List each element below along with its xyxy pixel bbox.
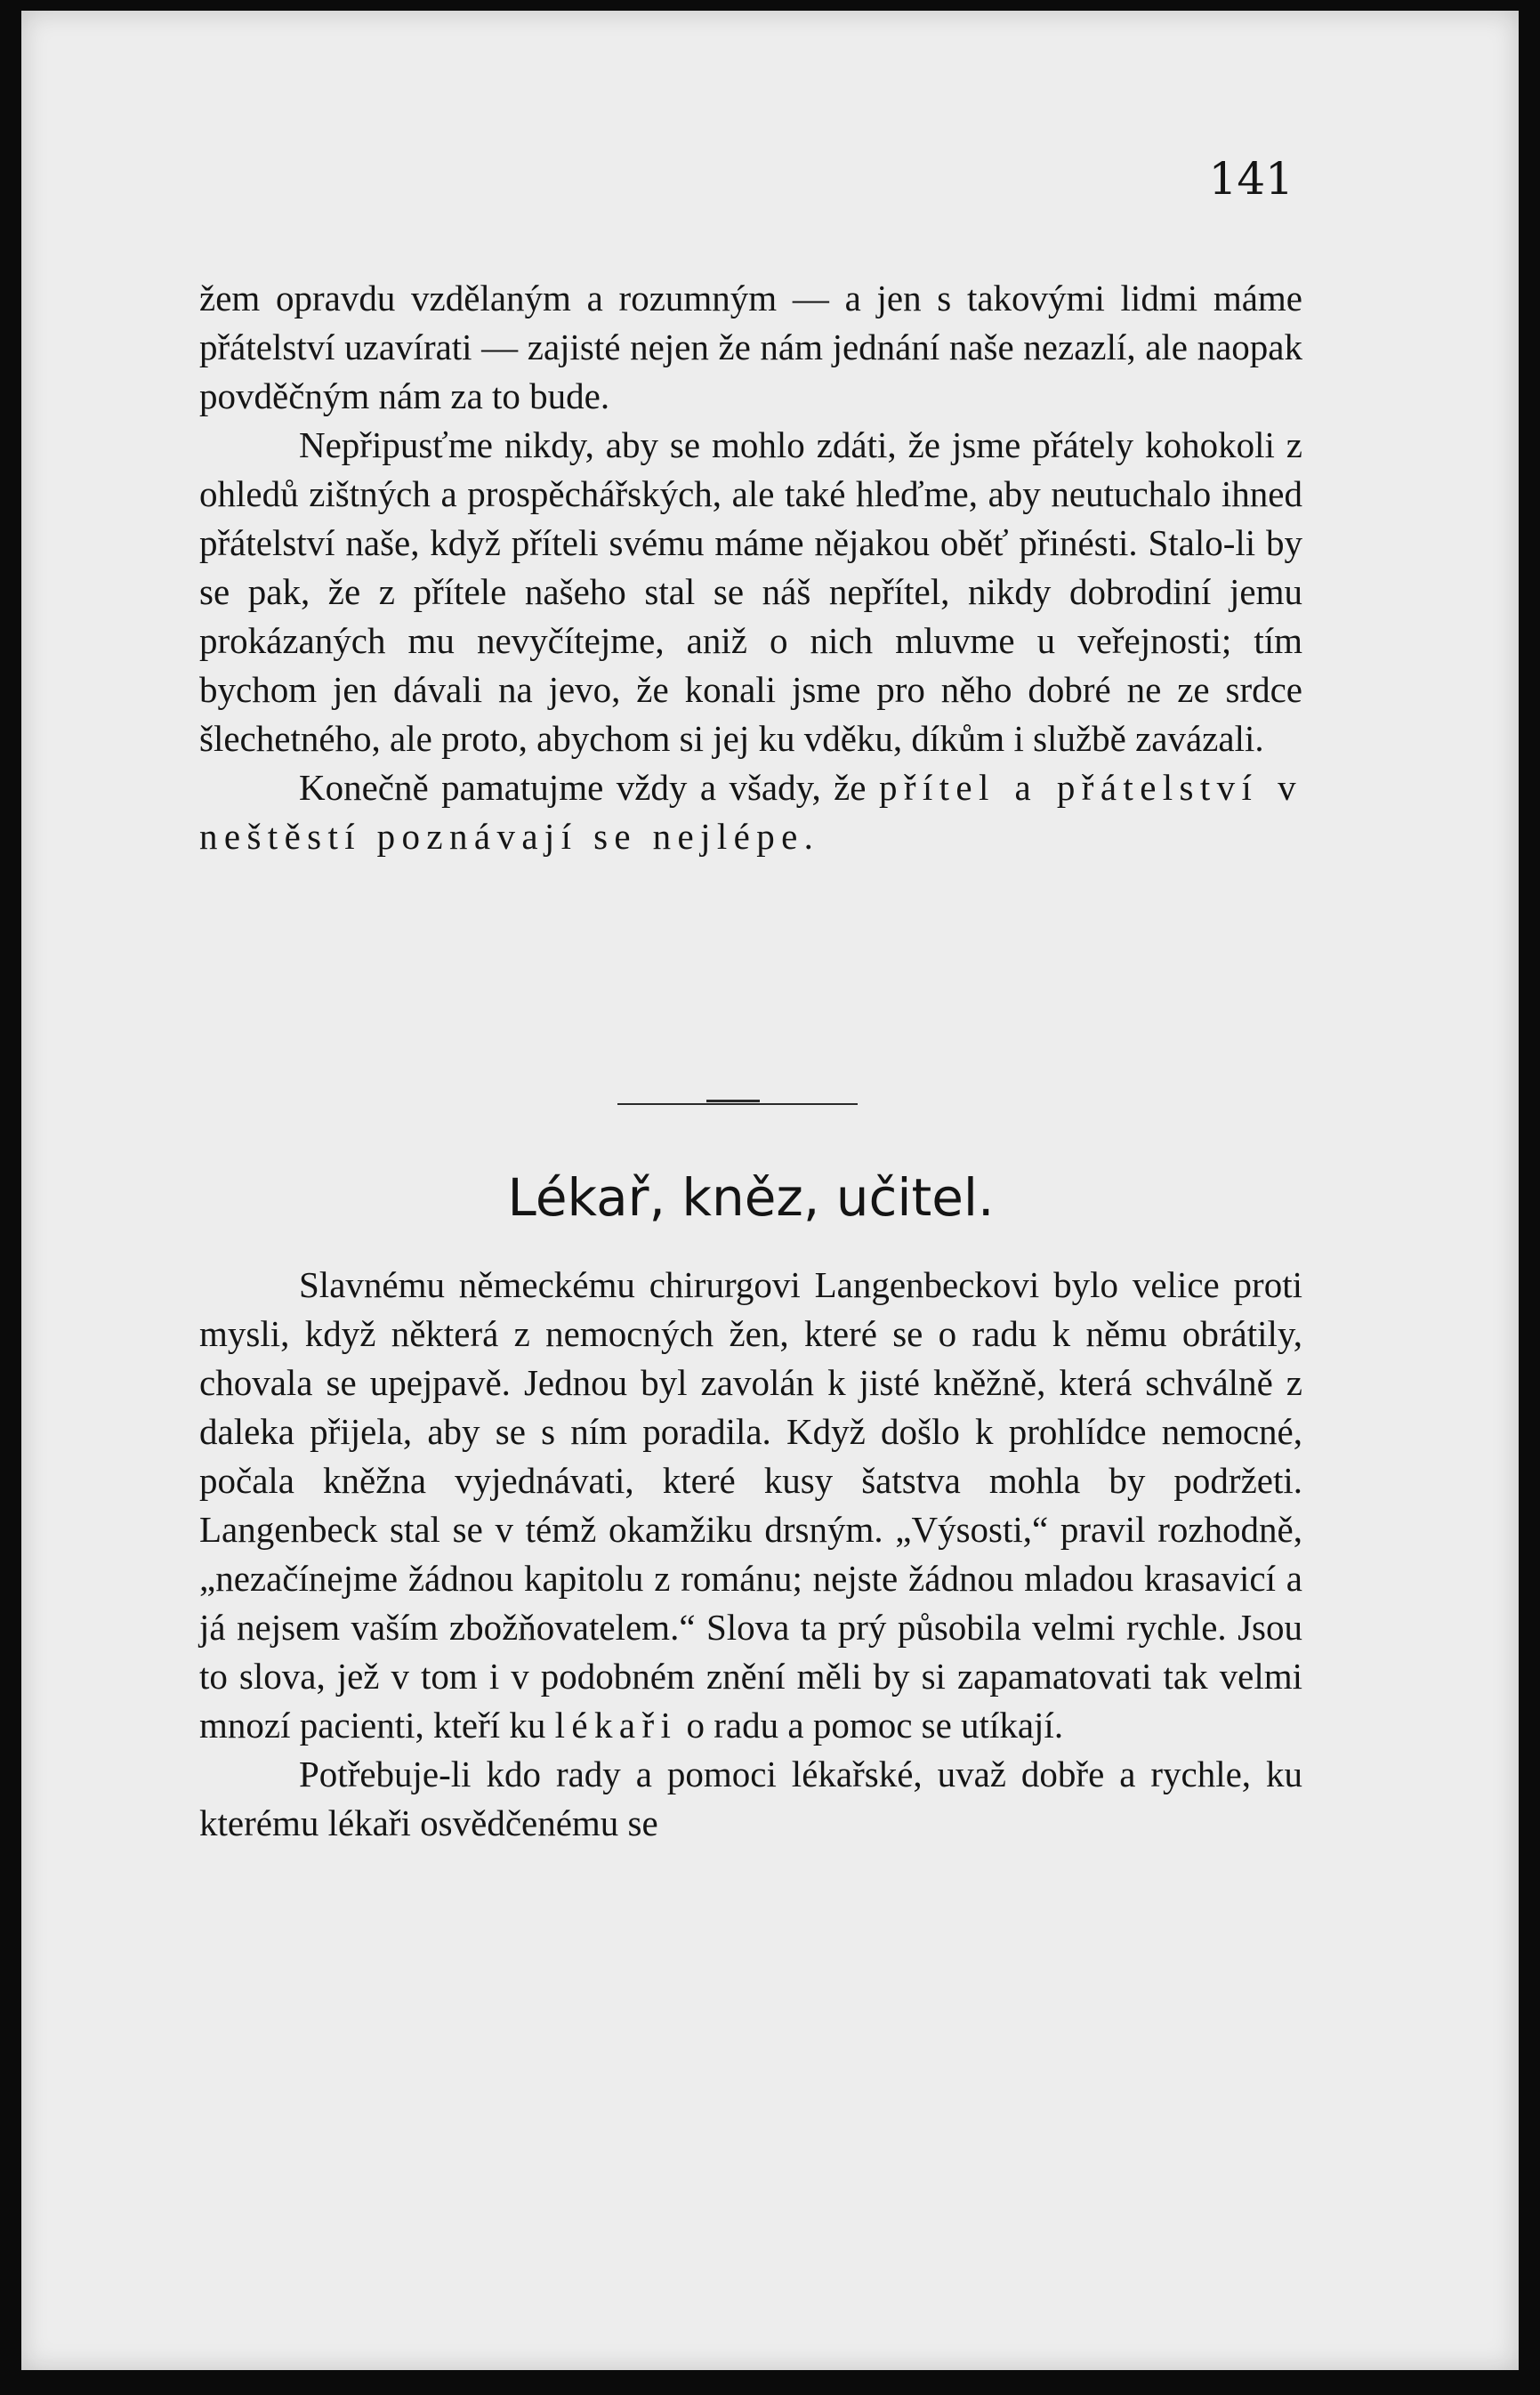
langenbeck-text-end: o radu a pomoc se utíkají.	[677, 1705, 1064, 1746]
text-block-section	[199, 1261, 1302, 1848]
section-divider	[617, 1103, 858, 1105]
text-block-top	[199, 274, 1302, 861]
paragraph-langenbeck	[199, 1261, 1302, 1750]
section-title: Lékař, kněz, učitel.	[507, 1167, 995, 1228]
paragraph-friendship-conclusion	[199, 763, 1302, 861]
book-page	[21, 11, 1519, 2370]
paragraph-medical-advice: Potřebuje-li kdo rady a pomoci lékařské, uvaž dobře a rychle, ku kterému lékaři osvědčenému se	[199, 1754, 1302, 1843]
paragraph-friendship-advice: Nepřipusťme nikdy, aby se mohlo zdáti, že jsme přátely kohokoli z ohledů zištných a prospěchářských, ale také hleďme, aby neutuchalo ihned přátelství naše, když příteli svému máme nějakou oběť přinésti. Stalo-li by se pak, že z přítele našeho stal se náš nepřítel, nikdy dobrodiní jemu prokázaných mu nevyčítejme, aniž o nich mluvme u veřejnosti; tím bychom jen dávali na jevo, že konali jsme pro něho dobré ne ze srdce šlechetného, ale proto, abychom si jej ku vděku, díkům i službě zavázali.	[199, 424, 1302, 759]
langenbeck-spaced-emphasis: lékaři	[554, 1705, 678, 1746]
paragraph-friendship-continued: žem opravdu vzdělaným a rozumným — a jen s takovými lidmi máme přátelství uzavírati — zajisté nejen že nám jednání naše nezazlí, ale naopak povděčným nám za to bude.	[199, 278, 1302, 416]
page-number: 141	[1208, 153, 1294, 205]
langenbeck-text: Slavnému německému chirurgovi Langenbeckovi bylo velice proti mysli, když některá z nemocných žen, které se o radu k němu obrátily, chovala se upejpavě. Jednou byl zavolán k jisté kněžně, která schválně z daleka přijela, aby se s ním poradila. Když došlo k prohlídce nemocné, počala kněžna vyjednávati, které kusy šatstva mohla by podržeti. Langenbeck stal se v témž okamžiku drsným. „Výsosti,“ pravil rozhodně, „nezačínejme žádnou kapitolu z románu; nejste žádnou mladou krasavicí a já nejsem vaším zbožňovatelem.“ Slova ta prý působila velmi rychle. Jsou to slova, jež v tom i v podobném znění měli by si zapamatovati tak velmi mnozí pacienti, kteří ku	[199, 1264, 1302, 1746]
conclusion-lead: Konečně pamatujme vždy a všady, že	[299, 767, 879, 808]
conclusion-spaced-emphasis: přítel a přátelství v neštěstí poznávají se nejlépe.	[199, 767, 1302, 857]
